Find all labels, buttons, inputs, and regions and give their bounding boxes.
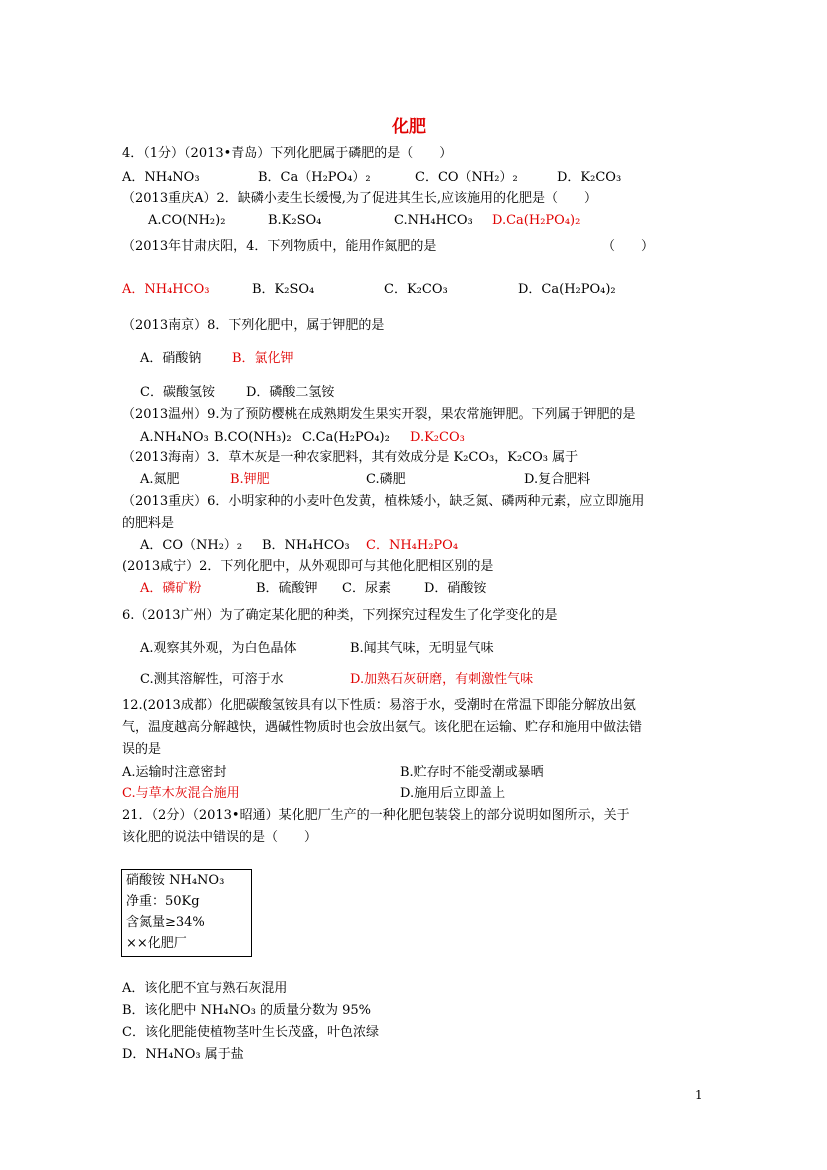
q10-option-d: D.施用后立即盖上 — [400, 786, 506, 801]
label-product-name: 硝酸铵 NH₄NO₃ — [126, 873, 225, 888]
q11-option-b: B．该化肥中 NH₄NO₃ 的质量分数为 95% — [122, 1003, 372, 1018]
q3-option-d: D．Ca(H₂PO₄)₂ — [518, 282, 616, 297]
q6-option-c: C.磷肥 — [366, 472, 406, 487]
q6-stem: （2013海南）3．草木灰是一种农家肥料，其有效成分是 K₂CO₃，K₂CO₃ 属于 — [122, 450, 579, 465]
q2-option-d-answer: D.Ca(H₂PO₄)₂ — [492, 213, 581, 228]
q2-option-a: A.CO(NH₂)₂ — [148, 213, 226, 228]
q10-option-b: B.贮存时不能受潮或暴晒 — [400, 765, 544, 780]
q10-stem-line2: 气，温度越高分解越快，遇碱性物质时也会放出氨气。该化肥在运输、贮存和施用中做法错 — [122, 720, 643, 735]
q1-stem: 4．（1分）（2013•青岛）下列化肥属于磷肥的是（ ） — [122, 146, 453, 161]
q1-option-b: B．Ca（H₂PO₄）₂ — [258, 170, 371, 185]
q8-option-c: C．尿素 — [342, 581, 391, 596]
label-net-weight: 净重：50Kg — [126, 894, 200, 909]
q5-option-a: A.NH₄NO₃ — [140, 430, 209, 445]
q6-option-d: D.复合肥料 — [524, 472, 591, 487]
q1-option-c: C．CO（NH₂）₂ — [415, 170, 518, 185]
q4-stem: （2013南京）8．下列化肥中，属于钾肥的是 — [122, 318, 385, 333]
q4-option-d: D．磷酸二氢铵 — [246, 385, 335, 400]
q5-option-b: B.CO(NH₃)₂ — [214, 430, 292, 445]
page-number: 1 — [695, 1088, 703, 1102]
q1-option-a: A．NH₄NO₃ — [122, 170, 200, 185]
q5-stem: （2013温州）9.为了预防樱桃在成熟期发生果实开裂，果农常施钾肥。下列属于钾肥的是 — [122, 407, 636, 422]
q10-option-c-answer: C.与草木灰混合施用 — [122, 786, 240, 801]
q5-option-d-answer: D.K₂CO₃ — [410, 430, 465, 445]
q5-option-c: C.Ca(H₂PO₄)₂ — [302, 430, 390, 445]
q9-option-d-answer: D.加熟石灰研磨，有刺激性气味 — [350, 672, 534, 687]
q3-option-b: B．K₂SO₄ — [252, 282, 315, 297]
q4-option-b-answer: B．氯化钾 — [232, 351, 294, 366]
q7-option-c-answer: C．NH₄H₂PO₄ — [366, 538, 459, 553]
q7-option-b: B．NH₄HCO₃ — [262, 538, 350, 553]
q6-option-a: A.氮肥 — [140, 472, 180, 487]
q7-option-a: A．CO（NH₂）₂ — [140, 538, 243, 553]
q2-option-b: B.K₂SO₄ — [268, 213, 322, 228]
q9-option-a: A.观察其外观，为白色晶体 — [140, 641, 297, 656]
page-title: 化肥 — [392, 117, 426, 137]
q4-option-c: C．碳酸氢铵 — [140, 385, 215, 400]
q6-option-b-answer: B.钾肥 — [230, 472, 270, 487]
q9-stem: 6.（2013广州）为了确定某化肥的种类，下列探究过程发生了化学变化的是 — [122, 608, 558, 623]
q3-stem: （2013年甘肃庆阳，4．下列物质中，能用作氮肥的是 — [122, 239, 437, 254]
q9-option-c: C.测其溶解性，可溶于水 — [140, 672, 284, 687]
q8-stem: (2013咸宁）2．下列化肥中，从外观即可与其他化肥相区别的是 — [122, 559, 494, 574]
label-manufacturer: ××化肥厂 — [126, 936, 187, 951]
q11-stem-line1: 21．（2分）（2013•昭通）某化肥厂生产的一种化肥包装袋上的部分说明如图所示，关于 — [122, 808, 630, 823]
fertilizer-label-box — [121, 869, 252, 957]
q7-stem-line2: 的肥料是 — [122, 516, 175, 531]
q3-answer-paren: （ ） — [602, 239, 655, 254]
q10-stem-line3: 误的是 — [122, 742, 162, 757]
q3-option-c: C．K₂CO₃ — [384, 282, 448, 297]
q2-option-c: C.NH₄HCO₃ — [394, 213, 473, 228]
q9-option-b: B.闻其气味，无明显气味 — [350, 641, 494, 656]
q3-option-a-answer: A．NH₄HCO₃ — [122, 282, 210, 297]
q11-option-d: D．NH₄NO₃ 属于盐 — [122, 1047, 244, 1062]
q1-option-d: D．K₂CO₃ — [557, 170, 622, 185]
q10-stem-line1: 12.(2013成都）化肥碳酸氢铵具有以下性质：易溶于水，受潮时在常温下即能分解放出氨 — [122, 698, 636, 713]
q8-option-d: D．硝酸铵 — [424, 581, 487, 596]
q4-option-a: A．硝酸钠 — [140, 351, 202, 366]
label-nitrogen-content: 含氮量≥34% — [126, 915, 205, 930]
q11-option-c: C．该化肥能使植物茎叶生长茂盛，叶色浓绿 — [122, 1025, 379, 1040]
q11-option-a: A．该化肥不宜与熟石灰混用 — [122, 981, 288, 996]
q7-stem-line1: （2013重庆）6．小明家种的小麦叶色发黄，植株矮小，缺乏氮、磷两种元素，应立即施用 — [122, 494, 645, 509]
q2-stem: （2013重庆A）2．缺磷小麦生长缓慢,为了促进其生长,应该施用的化肥是（ ） — [122, 191, 598, 206]
q8-option-a-answer: A．磷矿粉 — [140, 581, 202, 596]
q8-option-b: B．硫酸钾 — [256, 581, 318, 596]
q10-option-a: A.运输时注意密封 — [122, 765, 227, 780]
q11-stem-line2: 该化肥的说法中错误的是（ ） — [122, 830, 318, 845]
